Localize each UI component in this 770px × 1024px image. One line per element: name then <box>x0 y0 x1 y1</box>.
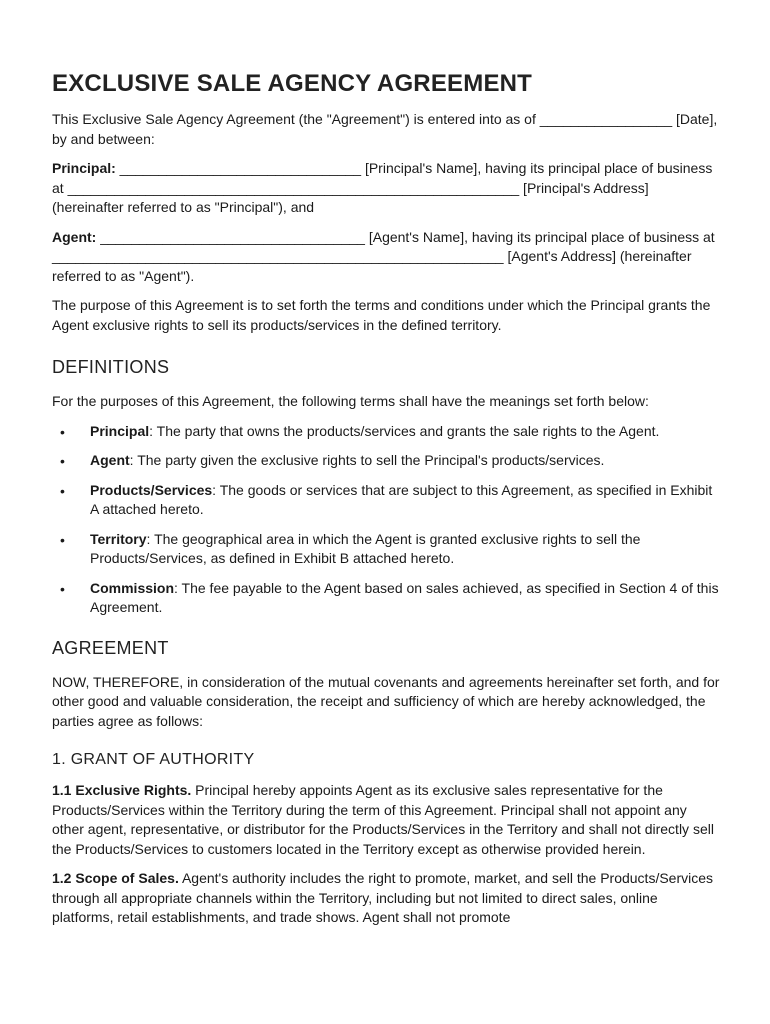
definitions-heading: DEFINITIONS <box>52 357 170 377</box>
section-1-heading: 1. GRANT OF AUTHORITY <box>52 751 255 768</box>
definition-text: : The party given the exclusive rights to sell the Principal's products/services. <box>129 452 605 468</box>
agent-paragraph <box>52 228 720 287</box>
agent-text: __________________________________ [Agent's Name], having its principal place of business at __________________________________________________________ [Agent's Address] (hereinafter referred to as "Agent"). <box>52 228 715 284</box>
definition-text: : The geographical area in which the Agent is granted exclusive rights to sell the Products/Services, as defined in Exhibit B attached hereto. <box>90 530 641 566</box>
list-item <box>60 579 720 618</box>
list-item <box>60 451 720 471</box>
definitions-list <box>52 422 720 618</box>
principal-label: Principal: <box>52 160 116 176</box>
definition-term: Agent <box>90 452 130 468</box>
list-item <box>60 422 720 442</box>
agent-label: Agent: <box>52 228 97 245</box>
list-item <box>60 530 720 569</box>
clause-1-1 <box>52 781 720 859</box>
bullet-icon: • <box>60 531 65 548</box>
bullet-icon: • <box>60 580 65 597</box>
definition-text: : The party that owns the products/services and grants the sale rights to the Agent. <box>149 422 660 439</box>
definition-term: Commission <box>90 579 175 596</box>
bullet-icon: • <box>60 453 65 469</box>
agreement-paragraph: NOW, THEREFORE, in consideration of the mutual covenants and agreements hereinafter set forth, and for other good and valuable consideration, the receipt and sufficiency of which are hereby acknowledged, the parties agree as follows: <box>52 673 720 729</box>
clause-1-2 <box>52 869 720 928</box>
definitions-intro: For the purposes of this Agreement, the following terms shall have the meanings set forth below: <box>52 393 649 409</box>
definition-text: : The fee payable to the Agent based on sales achieved, as specified in Section 4 of this Agreement. <box>90 579 719 615</box>
intro-paragraph: This Exclusive Sale Agency Agreement (the "Agreement") is entered into as of _________________ [Date], by and between: <box>52 111 718 147</box>
definition-term: Territory <box>90 530 147 547</box>
bullet-icon: • <box>60 423 65 440</box>
clause-text: Principal hereby appoints Agent as its exclusive sales representative for the Products/Services within the Territory during the term of this Agreement. Principal shall not appoint any other agent, representative, or distributor for the Products/Services in the Territory and shall not directly sell the Products/Services to customers located in the Territory except as otherwise provided herein. <box>52 782 714 857</box>
principal-paragraph <box>52 159 720 218</box>
agreement-heading: AGREEMENT <box>52 637 169 658</box>
document-title: EXCLUSIVE SALE AGENCY AGREEMENT <box>52 70 533 97</box>
clause-label: 1.1 Exclusive Rights. <box>52 782 192 798</box>
definition-text: : The goods or services that are subject to this Agreement, as specified in Exhibit A attached hereto. <box>90 481 713 517</box>
definition-term: Products/Services <box>90 481 213 498</box>
clause-text: Agent's authority includes the right to promote, market, and sell the Products/Services through all appropriate channels within the Territory, including but not limited to direct sales, online platforms, retail establishments, and trade shows. Agent shall not promote <box>52 870 714 925</box>
purpose-paragraph: The purpose of this Agreement is to set forth the terms and conditions under which the Principal grants the Agent exclusive rights to sell its products/services in the defined territory. <box>52 297 711 333</box>
definition-term: Principal <box>90 422 150 439</box>
principal-text: _______________________________ [Principal's Name], having its principal place of business at __________________________________________________________ [Principal's Address] (hereinafter referred to as "Principal"), and <box>52 160 713 215</box>
clause-label: 1.2 Scope of Sales. <box>52 870 179 886</box>
list-item <box>60 481 720 520</box>
bullet-icon: • <box>60 482 65 499</box>
